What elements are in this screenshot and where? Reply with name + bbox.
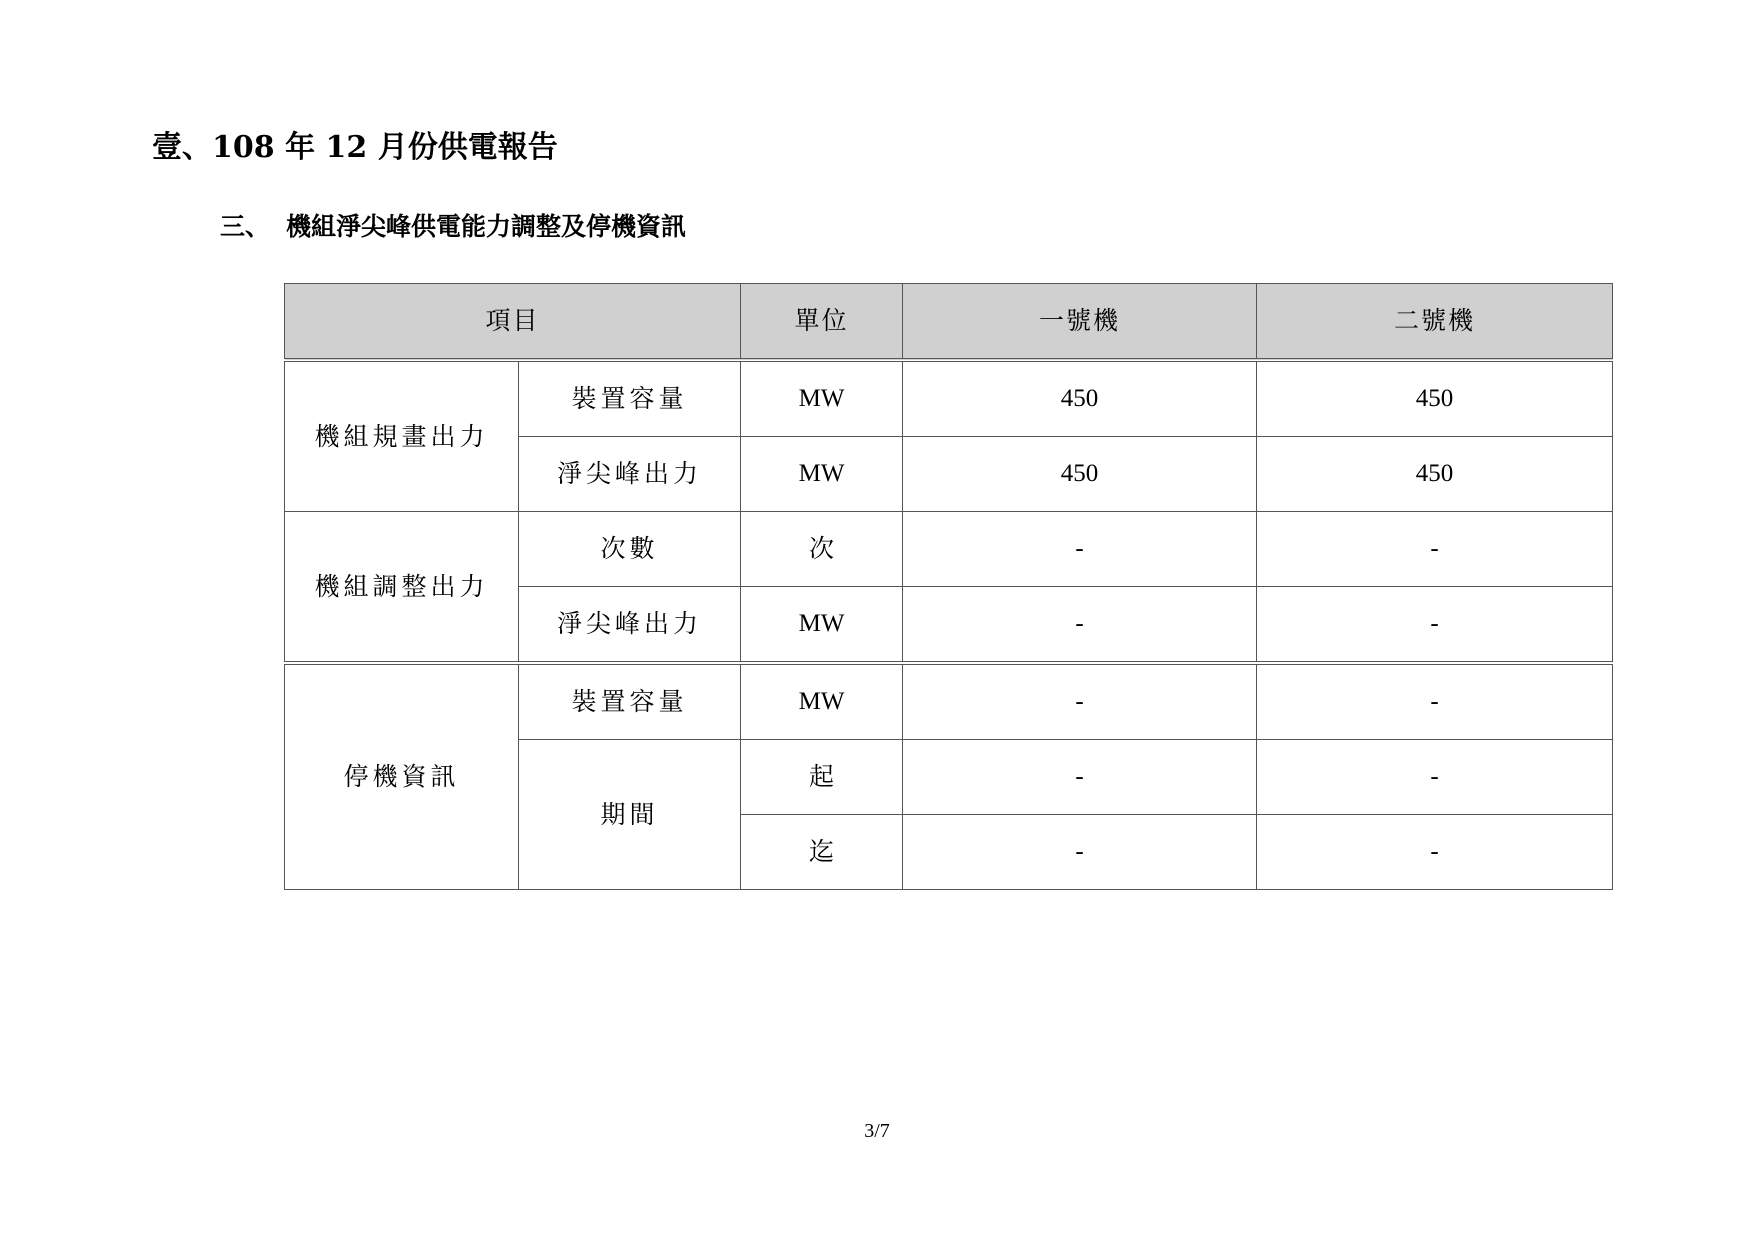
unit2-value: - [1257, 663, 1613, 740]
header-unit1: 一號機 [903, 284, 1257, 361]
unit2-value: 450 [1257, 437, 1613, 512]
page-number: 3/7 [864, 1120, 890, 1142]
table-row [285, 360, 1613, 437]
unit1-value: 450 [903, 360, 1257, 437]
item-cell: 裝置容量 [519, 663, 741, 740]
outage-info-table [284, 283, 1613, 890]
table-row [285, 512, 1613, 587]
item-cell: 淨尖峰出力 [519, 437, 741, 512]
section-title: 機組淨尖峰供電能力調整及停機資訊 [286, 212, 687, 241]
section-heading [220, 210, 686, 244]
unit1-value: - [903, 587, 1257, 664]
header-item: 項目 [285, 284, 741, 361]
report-title: 壹、108 年 12 月份供電報告 [152, 130, 558, 165]
item-cell: 淨尖峰出力 [519, 587, 741, 664]
unit-cell-start: 起 [741, 740, 903, 815]
unit-cell: MW [741, 360, 903, 437]
unit2-value: 450 [1257, 360, 1613, 437]
unit-cell: MW [741, 437, 903, 512]
item-cell: 次數 [519, 512, 741, 587]
unit1-value: - [903, 815, 1257, 890]
unit2-value: - [1257, 815, 1613, 890]
header-unit2: 二號機 [1257, 284, 1613, 361]
unit-cell-end: 迄 [741, 815, 903, 890]
group-planned-output: 機組規畫出力 [285, 360, 519, 512]
unit-cell: MW [741, 587, 903, 664]
unit1-value: - [903, 663, 1257, 740]
section-number: 三、 [220, 212, 271, 241]
item-cell: 裝置容量 [519, 360, 741, 437]
group-adjusted-output: 機組調整出力 [285, 512, 519, 664]
unit1-value: - [903, 512, 1257, 587]
item-cell-period: 期間 [519, 740, 741, 890]
table-header-row [285, 284, 1613, 361]
unit-cell: 次 [741, 512, 903, 587]
unit2-value: - [1257, 740, 1613, 815]
unit2-value: - [1257, 512, 1613, 587]
table-row [285, 663, 1613, 740]
unit1-value: - [903, 740, 1257, 815]
unit1-value: 450 [903, 437, 1257, 512]
header-unit: 單位 [741, 284, 903, 361]
unit-cell: MW [741, 663, 903, 740]
unit2-value: - [1257, 587, 1613, 664]
group-shutdown-info: 停機資訊 [285, 663, 519, 890]
